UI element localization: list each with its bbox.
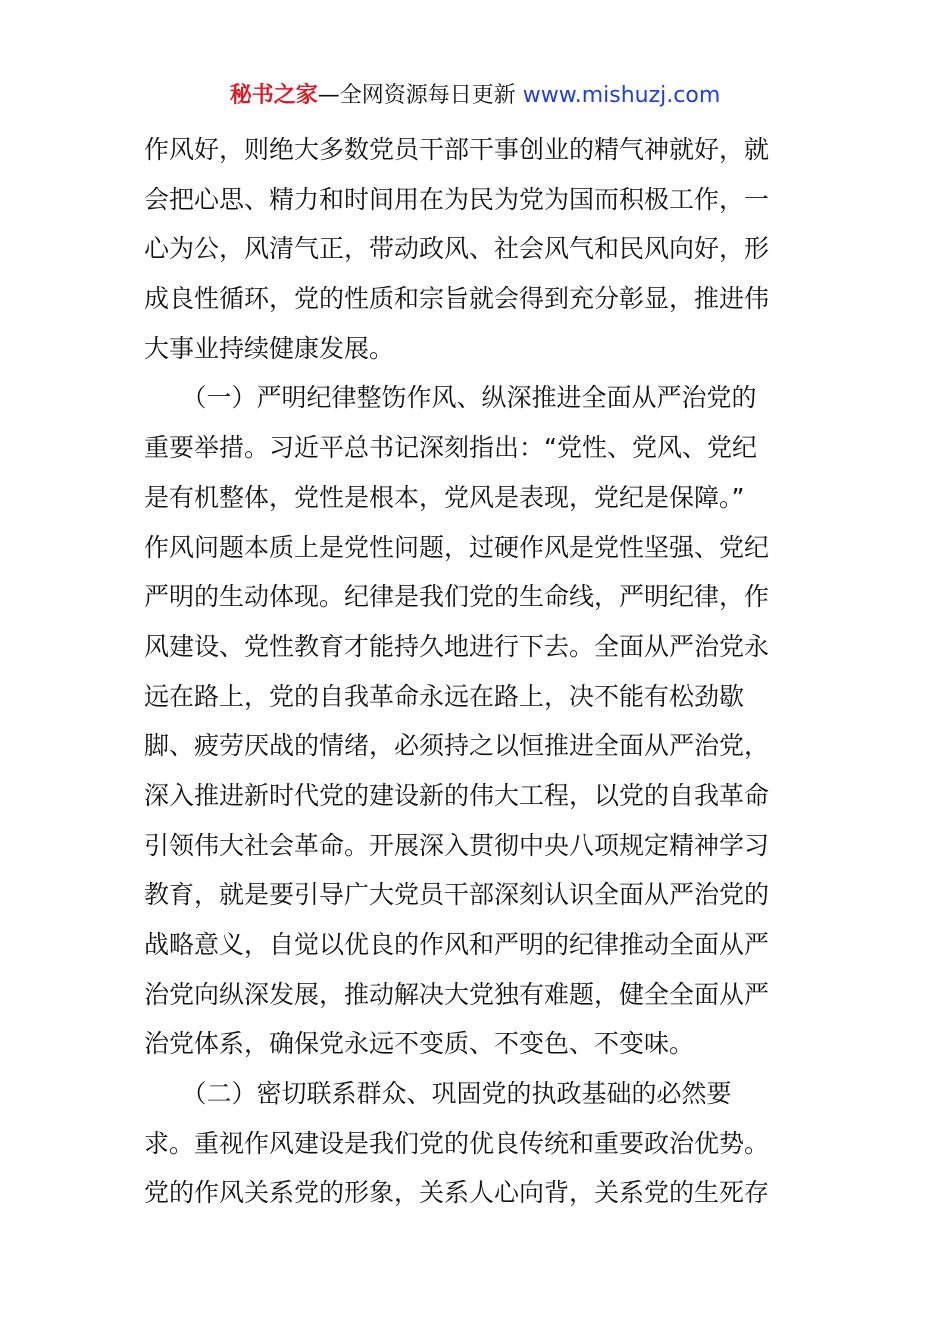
text-line: 引领伟大社会革命。开展深入贯彻中央八项规定精神学习 (144, 830, 770, 860)
text-line: 脚、疲劳厌战的情绪，必须持之以恒推进全面从严治党， (144, 731, 770, 761)
text-line: 会把心思、精力和时间用在为民为党为国而积极工作，一 (144, 184, 770, 214)
text-line: 重要举措。习近平总书记深刻指出：“党性、党风、党纪 (144, 433, 757, 463)
text-line: 治党向纵深发展，推动解决大党独有难题，健全全面从严 (144, 979, 770, 1009)
text-line: 深入推进新时代党的建设新的伟大工程，以党的自我革命 (144, 780, 770, 810)
text-line: 风建设、党性教育才能持久地进行下去。全面从严治党永 (144, 631, 770, 661)
text-line: 党的作风关系党的形象，关系人心向背，关系党的生死存 (144, 1178, 770, 1208)
text-line: 心为公，风清气正，带动政风、社会风气和民风向好，形 (144, 234, 770, 264)
text-line: 作风好，则绝大多数党员干部干事创业的精气神就好，就 (144, 135, 770, 164)
text-line: 教育，就是要引导广大党员干部深刻认识全面从严治党的 (144, 880, 770, 910)
text-line: 远在路上，党的自我革命永远在路上，决不能有松劲歇 (144, 681, 745, 711)
text-line: 成良性循环，党的性质和宗旨就会得到充分彰显，推进伟 (144, 284, 770, 314)
page-header (0, 80, 950, 112)
section-heading-line: （一）严明纪律整饬作风、纵深推进全面从严治党的 (144, 383, 757, 413)
site-tagline: —全网资源每日更新 (317, 83, 516, 108)
section-heading-line: （二）密切联系群众、巩固党的执政基础的必然要 (144, 1079, 732, 1109)
text-line: 战略意义，自觉以优良的作风和严明的纪律推动全面从严 (144, 930, 770, 959)
site-brand: 秘书之家 (229, 83, 318, 108)
text-line: 求。重视作风建设是我们党的优良传统和重要政治优势。 (144, 1128, 770, 1158)
text-line: 大事业持续健康发展。 (144, 333, 395, 363)
text-line: 是有机整体，党性是根本，党风是表现，党纪是保障。” (144, 482, 745, 512)
text-line: 严明的生动体现。纪律是我们党的生命线，严明纪律，作 (144, 582, 770, 612)
site-url[interactable]: www.mishuzj.com (522, 83, 721, 108)
text-line: 治党体系，确保党永远不变质、不变色、不变味。 (144, 1029, 695, 1059)
text-line: 作风问题本质上是党性问题，过硬作风是党性坚强、党纪 (144, 532, 770, 562)
document-body (144, 125, 808, 1218)
